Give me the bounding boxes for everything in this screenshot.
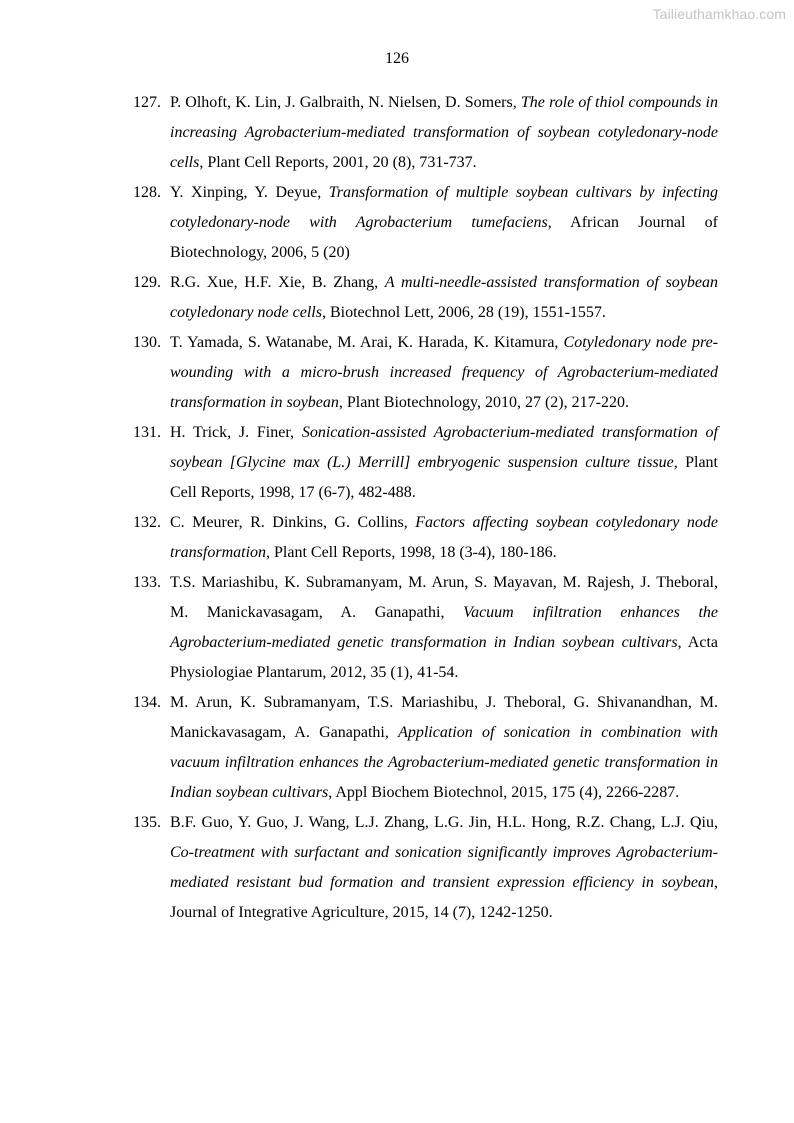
reference-number: 130. [133, 334, 161, 351]
reference-item [133, 178, 718, 268]
reference-text [170, 274, 718, 321]
reference-title: Co-treatment with surfactant and sonication significantly improves Agrobacterium-mediated resistant bud formation and transient expression efficiency in soybean [170, 844, 718, 891]
reference-item [133, 268, 718, 328]
reference-text [170, 694, 718, 801]
reference-text [170, 514, 718, 561]
reference-authors: B.F. Guo, Y. Guo, J. Wang, L.J. Zhang, L.G. Jin, H.L. Hong, R.Z. Chang, L.J. Qiu, [170, 814, 718, 831]
reference-title: A multi-needle-assisted transformation of soybean cotyledonary node cells [170, 274, 718, 321]
reference-source: , Acta Physiologiae Plantarum, 2012, 35 (1), 41-54. [170, 634, 718, 681]
reference-item [133, 688, 718, 808]
reference-number: 128. [133, 184, 161, 201]
reference-item [133, 808, 718, 928]
reference-text [170, 574, 718, 681]
reference-source: , African Journal of Biotechnology, 2006, 5 (20) [170, 214, 719, 261]
reference-source: , Biotechnol Lett, 2006, 28 (19), 1551-1557. [321, 304, 606, 321]
reference-item [133, 418, 718, 508]
reference-list [133, 88, 718, 928]
reference-title: Cotyledonary node pre-wounding with a micro-brush increased frequency of Agrobacterium-mediated transformation in soybean [170, 334, 718, 411]
reference-number: 131. [133, 424, 161, 441]
reference-authors: P. Olhoft, K. Lin, J. Galbraith, N. Nielsen, D. Somers, [170, 94, 521, 111]
reference-source: , Plant Cell Reports, 2001, 20 (8), 731-737. [199, 154, 477, 171]
reference-source: , Journal of Integrative Agriculture, 2015, 14 (7), 1242-1250. [170, 874, 718, 921]
reference-source: , Plant Cell Reports, 1998, 18 (3-4), 180-186. [266, 544, 557, 561]
reference-item [133, 508, 718, 568]
reference-text [170, 184, 718, 261]
reference-number: 129. [133, 274, 161, 291]
reference-title: Transformation of multiple soybean cultivars by infecting cotyledonary-node with Agrobacterium tumefaciens [170, 184, 718, 231]
reference-text [170, 814, 718, 921]
reference-number: 133. [133, 574, 161, 591]
reference-title: Sonication-assisted Agrobacterium-mediated transformation of soybean [Glycine max (L.) Merrill] embryogenic suspension culture tissue [170, 424, 718, 471]
reference-authors: C. Meurer, R. Dinkins, G. Collins, [170, 514, 416, 531]
reference-authors: H. Trick, J. Finer, [170, 424, 302, 441]
reference-authors: M. Arun, K. Subramanyam, T.S. Mariashibu, J. Theboral, G. Shivanandhan, M. Manickavasagam, A. Ganapathi, [170, 694, 718, 741]
reference-title: The role of thiol compounds in increasing Agrobacterium-mediated transformation of soybean cotyledonary-node cells [170, 94, 718, 171]
reference-item [133, 88, 718, 178]
reference-title: Vacuum infiltration enhances the Agrobacterium-mediated genetic transformation in Indian soybean cultivars [170, 604, 719, 651]
reference-text [170, 94, 718, 171]
reference-source: , Appl Biochem Biotechnol, 2015, 175 (4), 2266-2287. [328, 784, 680, 801]
reference-number: 135. [133, 814, 161, 831]
reference-authors: R.G. Xue, H.F. Xie, B. Zhang, [170, 274, 385, 291]
reference-source: , Plant Biotechnology, 2010, 27 (2), 217-220. [338, 394, 629, 411]
reference-number: 134. [133, 694, 161, 711]
reference-title: Application of sonication in combination with vacuum infiltration enhances the Agrobacterium-mediated genetic transformation in Indian soybean cultivars [170, 724, 719, 801]
reference-authors: Y. Xinping, Y. Deyue, [170, 184, 329, 201]
reference-text [170, 424, 718, 501]
reference-authors: T. Yamada, S. Watanabe, M. Arai, K. Harada, K. Kitamura, [170, 334, 564, 351]
reference-source: , Plant Cell Reports, 1998, 17 (6-7), 482-488. [170, 454, 719, 501]
reference-item [133, 328, 718, 418]
reference-item [133, 568, 718, 688]
reference-title: Factors affecting soybean cotyledonary node transformation [170, 514, 719, 561]
watermark: Tailieuthamkhao.com [652, 6, 786, 22]
page-number: 126 [385, 50, 409, 67]
reference-authors: T.S. Mariashibu, K. Subramanyam, M. Arun, S. Mayavan, M. Rajesh, J. Theboral, M. Manickavasagam, A. Ganapathi, [170, 574, 718, 621]
reference-text [170, 334, 718, 411]
reference-number: 132. [133, 514, 161, 531]
reference-number: 127. [133, 94, 161, 111]
